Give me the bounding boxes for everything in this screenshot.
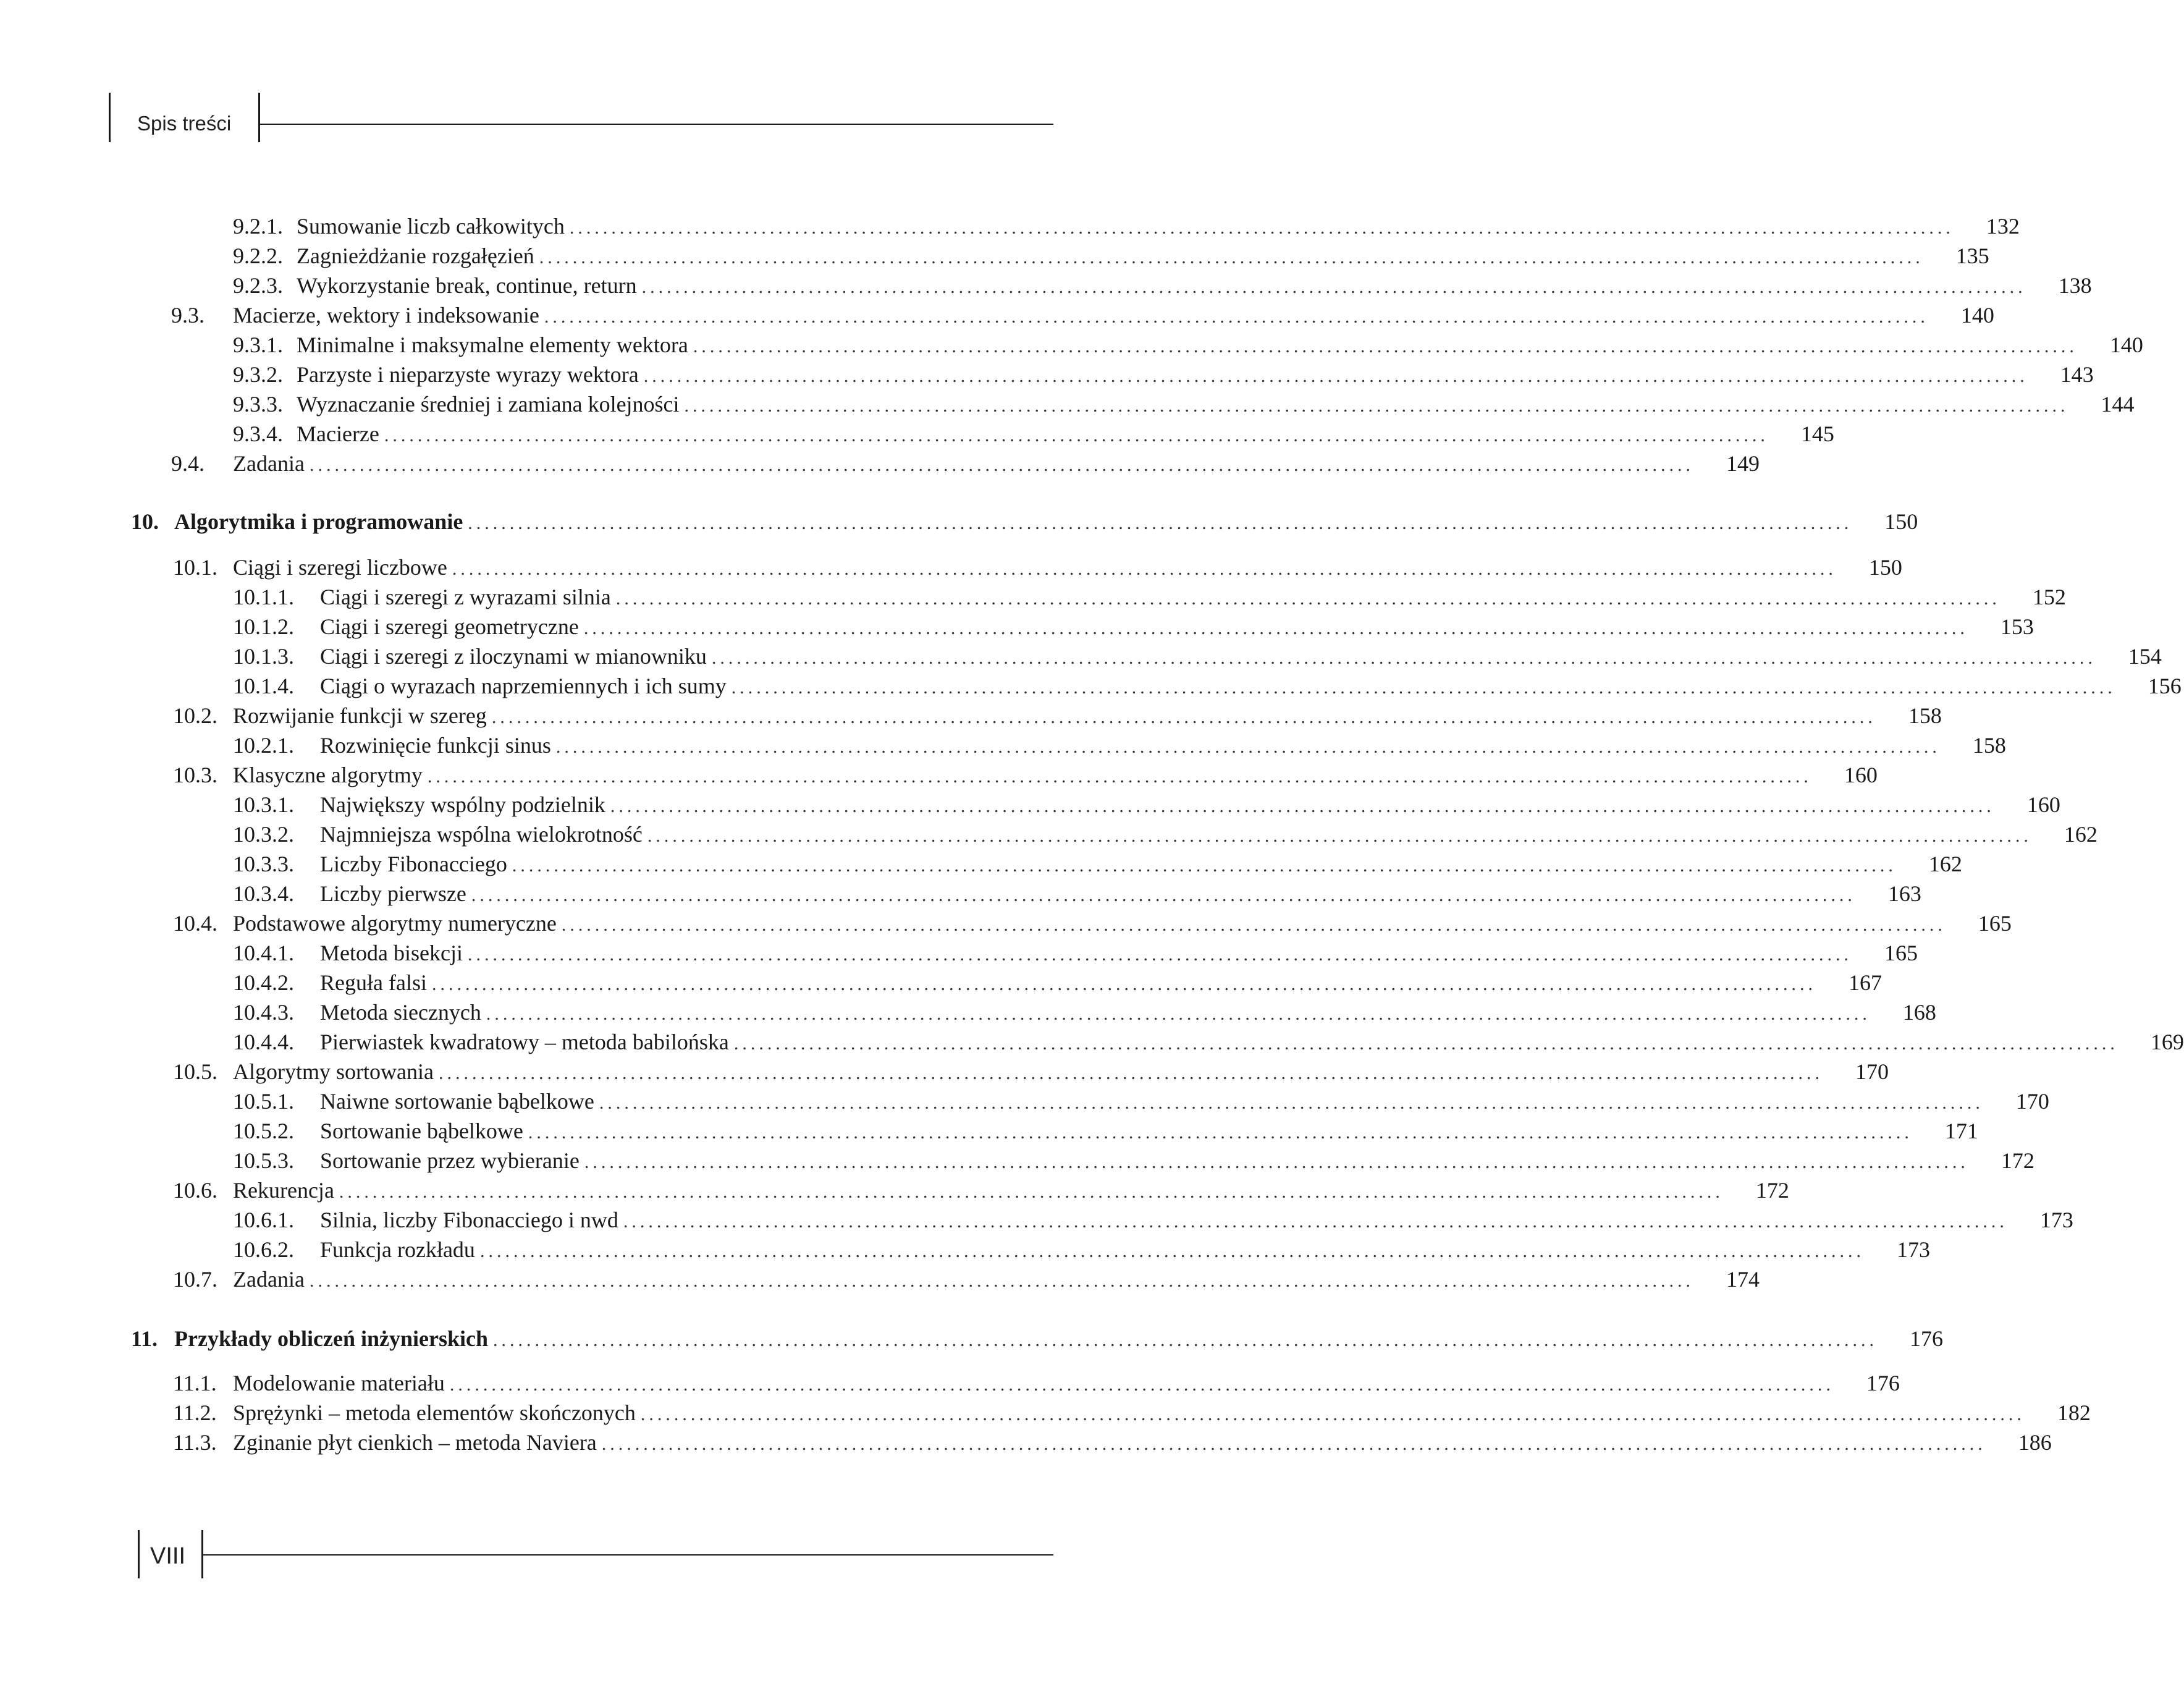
toc-title: Liczby Fibonacciego (320, 852, 507, 876)
toc-page: 170 (2015, 1089, 2049, 1114)
toc-number: 9.2.3. (233, 273, 283, 298)
toc-title: Silnia, liczby Fibonacciego i nwd (320, 1208, 618, 1232)
dot-leader: ...................................................................................................................................................................... (561, 915, 1946, 935)
dot-leader: ...................................................................................................................................................................... (544, 307, 1929, 327)
toc-number: 10.1.4. (233, 674, 294, 698)
dot-leader: ...................................................................................................................................................................... (493, 1330, 1878, 1350)
toc-number: 9.3. (171, 303, 204, 328)
footer-bar-left (138, 1530, 140, 1578)
toc-entry-10-1-1 (233, 582, 2066, 612)
toc-title: Macierze (297, 421, 379, 446)
toc-entry-10-3-2 (233, 819, 2098, 849)
toc-page: 173 (2039, 1208, 2073, 1232)
toc-page: 186 (2018, 1430, 2052, 1455)
toc-entry-11-1 (173, 1368, 1900, 1398)
toc-page: 176 (1866, 1371, 1900, 1395)
header-bar-left (109, 93, 111, 142)
dot-leader: ...................................................................................................................................................................... (309, 455, 1694, 475)
toc-chapter-10 (131, 507, 1918, 536)
dot-leader: ...................................................................................................................................................................... (615, 588, 2001, 609)
toc-entry-10-5-3 (233, 1146, 2034, 1175)
header-rule (260, 124, 1053, 125)
header-bar-divider (258, 93, 260, 142)
dot-leader: ...................................................................................................................................................................... (491, 707, 1876, 727)
toc-entry-9-2-2 (233, 241, 1989, 271)
toc-page: 182 (2057, 1400, 2091, 1425)
toc-title: Ciągi i szeregi liczbowe (233, 555, 447, 580)
toc-entry-9-3 (171, 300, 1994, 330)
toc-number: 10.1.2. (233, 614, 294, 639)
toc-title: Naiwne sortowanie bąbelkowe (320, 1089, 594, 1114)
toc-entry-10-5-2 (233, 1116, 1978, 1146)
toc-title: Zadania (233, 451, 305, 476)
toc-entry-10-1-2 (233, 612, 2034, 641)
toc-number: 10.6.2. (233, 1237, 294, 1262)
toc-number: 10.3.4. (233, 881, 294, 906)
dot-leader: ...................................................................................................................................................................... (449, 1374, 1834, 1395)
toc-entry-10-3-1 (233, 790, 2060, 819)
toc-page: 162 (2064, 822, 2098, 847)
toc-entry-9-4 (171, 449, 1760, 478)
dot-leader: ...................................................................................................................................................................... (438, 1063, 1823, 1083)
toc-entry-9-2-3 (233, 271, 2092, 300)
dot-leader: ...................................................................................................................................................................... (731, 677, 2116, 698)
toc-page: 143 (2060, 362, 2094, 387)
toc-title: Metoda siecznych (320, 1000, 481, 1025)
toc-page: 165 (1978, 911, 2012, 936)
dot-leader: ...................................................................................................................................................................... (693, 336, 2078, 357)
toc-page: 140 (2109, 332, 2143, 357)
toc-number: 10.4.1. (233, 941, 294, 965)
toc-title: Największy wspólny podzielnik (320, 792, 605, 817)
toc-title: Zadania (233, 1267, 305, 1292)
toc-entry-10-4-3 (233, 997, 1936, 1027)
toc-page: 135 (1955, 243, 1989, 268)
toc-title: Klasyczne algorytmy (233, 763, 423, 787)
toc-number: 10.1. (173, 555, 217, 580)
toc-title: Sumowanie liczb całkowitych (297, 214, 565, 239)
toc-entry-10-4-2 (233, 968, 1882, 997)
toc-entry-10-5-1 (233, 1086, 2049, 1116)
toc-number: 10.5.3. (233, 1148, 294, 1173)
toc-number: 9.2.2. (233, 243, 283, 268)
toc-page: 169 (2150, 1030, 2184, 1054)
dot-leader: ...................................................................................................................................................................... (647, 826, 2032, 846)
dot-leader: ...................................................................................................................................................................... (384, 425, 1769, 446)
toc-page: 172 (2001, 1148, 2034, 1173)
toc-chapter-11 (131, 1324, 1943, 1353)
page-number: VIII (150, 1543, 186, 1569)
toc-entry-11-3 (173, 1428, 2052, 1457)
dot-leader: ...................................................................................................................................................................... (528, 1122, 1913, 1143)
toc-entry-10-4 (173, 908, 2012, 938)
toc-number: 10.1.3. (233, 644, 294, 669)
toc-title: Przykłady obliczeń inżynierskich (174, 1326, 488, 1351)
dot-leader: ...................................................................................................................................................................... (309, 1271, 1694, 1291)
toc-number: 10.6. (173, 1178, 217, 1203)
dot-leader: ...................................................................................................................................................................... (599, 1093, 1984, 1113)
dot-leader: ...................................................................................................................................................................... (641, 277, 2026, 297)
dot-leader: ...................................................................................................................................................................... (539, 247, 1924, 268)
toc-entry-10-1 (173, 552, 1902, 582)
toc-number: 10.4.4. (233, 1030, 294, 1054)
toc-page: 160 (2026, 792, 2060, 817)
toc-entry-9-3-2 (233, 360, 2094, 389)
toc-number: 9.4. (171, 451, 204, 476)
toc-entry-10-6-1 (233, 1205, 2073, 1235)
toc-title: Wyznaczanie średniej i zamiana kolejności (297, 392, 680, 417)
toc-entry-10-2-1 (233, 730, 2006, 760)
toc-page: 167 (1848, 970, 1882, 995)
toc-entry-10-6-2 (233, 1235, 1930, 1264)
toc-title: Metoda bisekcji (320, 941, 463, 965)
dot-leader: ...................................................................................................................................................................... (486, 1004, 1871, 1024)
toc-title: Ciągi i szeregi z iloczynami w mianowniku (320, 644, 707, 669)
toc-page: 152 (2032, 585, 2066, 609)
toc-title: Algorytmika i programowanie (174, 509, 463, 534)
toc-page: 132 (1986, 214, 2020, 239)
toc-title: Minimalne i maksymalne elementy wektora (297, 332, 688, 357)
dot-leader: ...................................................................................................................................................................... (512, 855, 1897, 876)
dot-leader: ...................................................................................................................................................................... (427, 766, 1812, 787)
toc-title: Liczby pierwsze (320, 881, 466, 906)
toc-number: 10.5. (173, 1059, 217, 1084)
toc-page: 174 (1726, 1267, 1760, 1292)
toc-title: Zagnieżdżanie rozgałęzień (297, 243, 534, 268)
toc-number: 10.4.3. (233, 1000, 294, 1025)
toc-entry-10-1-3 (233, 641, 2162, 671)
toc-page: 140 (1960, 303, 1994, 328)
toc-title: Ciągi i szeregi z wyrazami silnia (320, 585, 611, 609)
toc-number: 9.3.3. (233, 392, 283, 417)
toc-page: 158 (1908, 703, 1942, 728)
footer-rule (203, 1554, 1053, 1556)
dot-leader: ...................................................................................................................................................................... (623, 1211, 2008, 1232)
toc-page: 138 (2058, 273, 2092, 298)
toc-entry-10-5 (173, 1057, 1889, 1086)
toc-title: Pierwiastek kwadratowy – metoda babilońska (320, 1030, 729, 1054)
toc-number: 10.3. (173, 763, 217, 787)
toc-entry-10-3-3 (233, 849, 1962, 879)
dot-leader: ...................................................................................................................................................................... (555, 737, 1941, 757)
toc-page: 165 (1884, 941, 1918, 965)
toc-number: 11.3. (173, 1430, 217, 1455)
toc-entry-11-2 (173, 1398, 2091, 1428)
dot-leader: ...................................................................................................................................................................... (684, 396, 2069, 416)
toc-number: 10.3.1. (233, 792, 294, 817)
toc-number: 9.2.1. (233, 214, 283, 239)
dot-leader: ...................................................................................................................................................................... (643, 366, 2028, 386)
toc-title: Sprężynki – metoda elementów skończonych (233, 1400, 636, 1425)
toc-page: 170 (1855, 1059, 1889, 1084)
toc-number: 9.3.1. (233, 332, 283, 357)
toc-number: 10.5.2. (233, 1119, 294, 1143)
toc-entry-10-7 (173, 1264, 1760, 1294)
toc-number: 10.4.2. (233, 970, 294, 995)
toc-title: Reguła falsi (320, 970, 427, 995)
toc-number: 10.4. (173, 911, 217, 936)
toc-page: 153 (2000, 614, 2034, 639)
dot-leader: ...................................................................................................................................................................... (569, 218, 1954, 238)
toc-page: 171 (1944, 1119, 1978, 1143)
dot-leader: ...................................................................................................................................................................... (733, 1033, 2119, 1054)
dot-leader: ...................................................................................................................................................................... (467, 944, 1852, 965)
dot-leader: ...................................................................................................................................................................... (452, 559, 1837, 579)
toc-title: Modelowanie materiału (233, 1371, 445, 1395)
toc-entry-9-3-3 (233, 389, 2135, 419)
dot-leader: ...................................................................................................................................................................... (471, 885, 1856, 905)
toc-entry-9-3-1 (233, 330, 2143, 360)
toc-page: 160 (1844, 763, 1878, 787)
toc-title: Macierze, wektory i indeksowanie (233, 303, 539, 328)
toc-entry-10-6 (173, 1175, 1789, 1205)
toc-number: 10. (131, 509, 159, 534)
dot-leader: ...................................................................................................................................................................... (601, 1434, 1986, 1454)
toc-number: 11.2. (173, 1400, 217, 1425)
toc-entry-10-4-1 (233, 938, 1918, 968)
dot-leader: ...................................................................................................................................................................... (584, 1152, 1969, 1172)
toc-page: 150 (1868, 555, 1902, 580)
toc-title: Rozwinięcie funkcji sinus (320, 733, 551, 758)
toc-page: 162 (1928, 852, 1962, 876)
toc-number: 10.2.1. (233, 733, 294, 758)
toc-number: 10.3.3. (233, 852, 294, 876)
toc-page: 144 (2101, 392, 2135, 417)
dot-leader: ...................................................................................................................................................................... (610, 796, 1995, 816)
toc-page: 145 (1800, 421, 1834, 446)
toc-title: Zginanie płyt cienkich – metoda Naviera (233, 1430, 597, 1455)
toc-number: 9.3.2. (233, 362, 283, 387)
dot-leader: ...................................................................................................................................................................... (468, 513, 1853, 533)
toc-title: Funkcja rozkładu (320, 1237, 475, 1262)
toc-title: Sortowanie przez wybieranie (320, 1148, 580, 1173)
toc-entry-10-2 (173, 701, 1942, 730)
dot-leader: ...................................................................................................................................................................... (583, 618, 1968, 638)
toc-page: 163 (1887, 881, 1921, 906)
toc-number: 10.7. (173, 1267, 217, 1292)
toc-entry-10-1-4 (233, 671, 2182, 701)
toc-title: Ciągi i szeregi geometryczne (320, 614, 579, 639)
dot-leader: ...................................................................................................................................................................... (711, 648, 2096, 668)
toc-page: 154 (2128, 644, 2162, 669)
toc-page: 172 (1755, 1178, 1789, 1203)
toc-title: Wykorzystanie break, continue, return (297, 273, 637, 298)
toc-entry-10-3-4 (233, 879, 1921, 908)
toc-entry-10-3 (173, 760, 1878, 790)
toc-page: 156 (2148, 674, 2182, 698)
running-header-title: Spis treści (137, 112, 232, 135)
toc-page: 168 (1902, 1000, 1936, 1025)
toc-entry-9-3-4 (233, 419, 1834, 449)
toc-number: 10.1.1. (233, 585, 294, 609)
toc-title: Ciągi o wyrazach naprzemiennych i ich sumy (320, 674, 727, 698)
toc-number: 10.6.1. (233, 1208, 294, 1232)
toc-page: 173 (1896, 1237, 1930, 1262)
toc-number: 11. (131, 1326, 158, 1351)
dot-leader: ...................................................................................................................................................................... (640, 1404, 2025, 1424)
toc-title: Algorytmy sortowania (233, 1059, 434, 1084)
toc-number: 9.3.4. (233, 421, 283, 446)
toc-number: 10.5.1. (233, 1089, 294, 1114)
toc-page: 176 (1910, 1326, 1943, 1351)
toc-page: 150 (1884, 509, 1918, 534)
toc-entry-9-2-1 (233, 211, 2020, 241)
toc-number: 11.1. (173, 1371, 217, 1395)
toc-title: Rekurencja (233, 1178, 334, 1203)
toc-number: 10.3.2. (233, 822, 294, 847)
toc-page: 149 (1726, 451, 1760, 476)
dot-leader: ...................................................................................................................................................................... (339, 1182, 1724, 1202)
toc-title: Parzyste i nieparzyste wyrazy wektora (297, 362, 639, 387)
toc-title: Sortowanie bąbelkowe (320, 1119, 523, 1143)
dot-leader: ...................................................................................................................................................................... (431, 974, 1816, 994)
dot-leader: ...................................................................................................................................................................... (479, 1241, 1865, 1261)
toc-title: Podstawowe algorytmy numeryczne (233, 911, 557, 936)
toc-entry-10-4-4 (233, 1027, 2184, 1057)
toc-title: Najmniejsza wspólna wielokrotność (320, 822, 643, 847)
toc-title: Rozwijanie funkcji w szereg (233, 703, 487, 728)
toc-page: 158 (1972, 733, 2006, 758)
toc-number: 10.2. (173, 703, 217, 728)
